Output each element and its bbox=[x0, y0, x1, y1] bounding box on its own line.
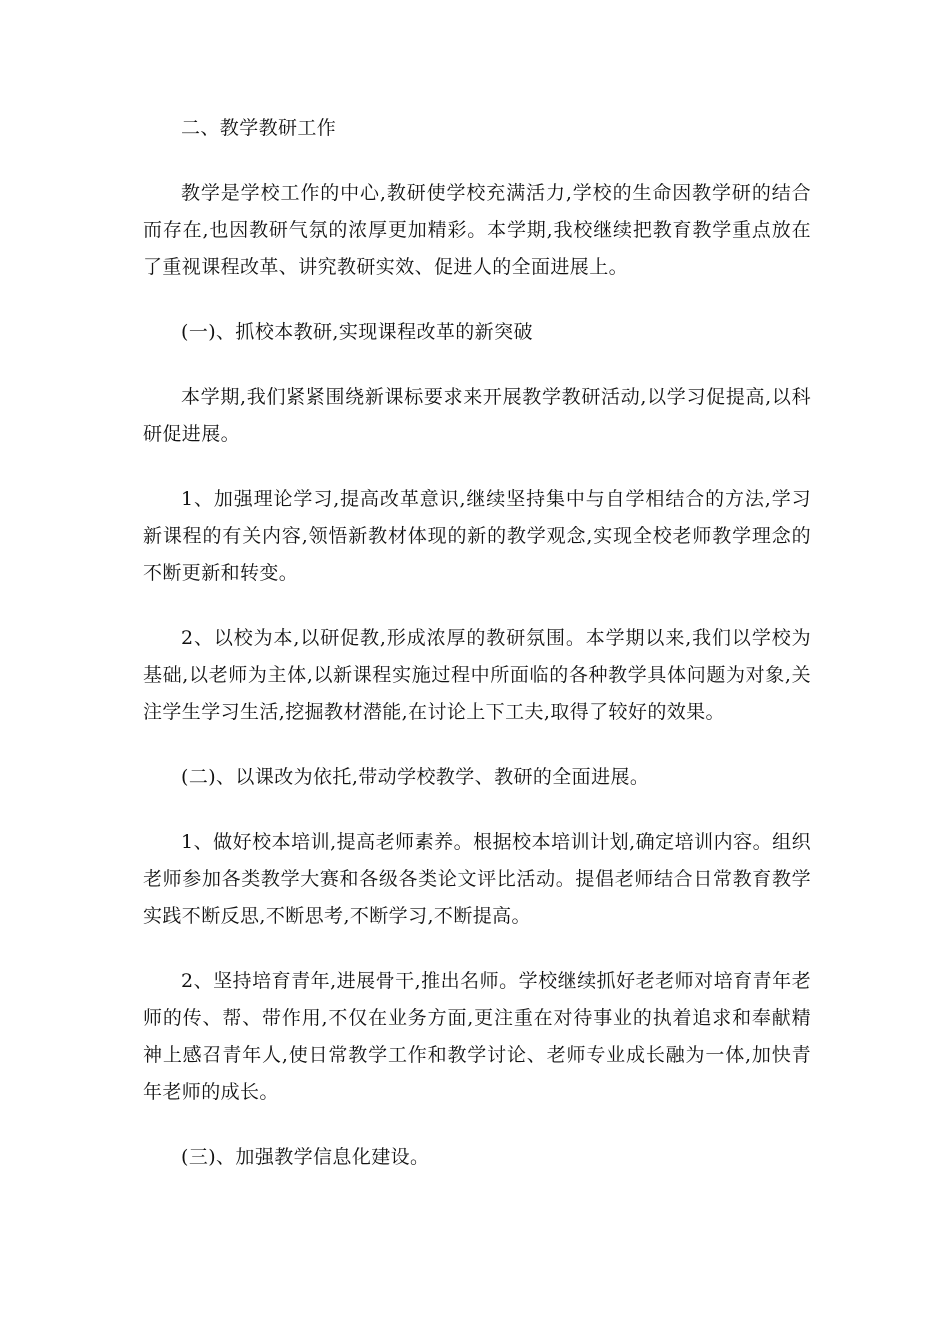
list-item-paragraph: 1、做好校本培训,提高老师素养。根据校本培训计划,确定培训内容。组织老师参加各类教学大赛和各级各类论文评比活动。提倡老师结合日常教育教学实践不断反思,不断思考,不断学习,不断提高。 bbox=[143, 831, 811, 927]
list-item-paragraph: 2、坚持培育青年,进展骨干,推出名师。学校继续抓好老老师对培育青年老师的传、帮、带作用,不仅在业务方面,更注重在对待事业的执着追求和奉献精神上感召青年人,使日常教学工作和教学讨论、老师专业成长融为一体,加快青年老师的成长。 bbox=[143, 970, 811, 1103]
paragraph: 本学期,我们紧紧围绕新课标要求来开展教学教研活动,以学习促提高,以科研促进展。 bbox=[143, 386, 811, 445]
list-item-paragraph: 1、加强理论学习,提高改革意识,继续坚持集中与自学相结合的方法,学习新课程的有关内容,领悟新教材体现的新的教学观念,实现全校老师教学理念的不断更新和转变。 bbox=[143, 488, 811, 584]
subsection-heading: (三)、加强教学信息化建设。 bbox=[181, 1146, 430, 1168]
section-heading: 二、教学教研工作 bbox=[181, 117, 337, 139]
subsection-heading: (一)、抓校本教研,实现课程改革的新突破 bbox=[181, 321, 533, 343]
subsection-heading: (二)、以课改为依托,带动学校教学、教研的全面进展。 bbox=[181, 766, 650, 788]
list-item-paragraph: 2、以校为本,以研促教,形成浓厚的教研氛围。本学期以来,我们以学校为基础,以老师为主体,以新课程实施过程中所面临的各种教学具体问题为对象,关注学生学习生活,挖掘教材潜能,在讨论上下工夫,取得了较好的效果。 bbox=[143, 627, 811, 723]
document-body bbox=[143, 110, 811, 1176]
paragraph: 教学是学校工作的中心,教研使学校充满活力,学校的生命因教学研的结合而存在,也因教研气氛的浓厚更加精彩。本学期,我校继续把教育教学重点放在了重视课程改革、讲究教研实效、促进人的全面进展上。 bbox=[143, 182, 811, 278]
